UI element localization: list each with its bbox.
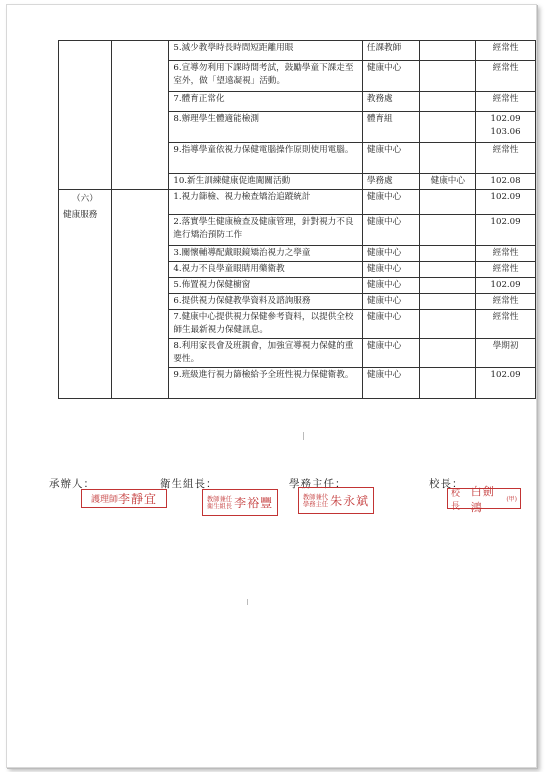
responsible-unit: 健康中心: [362, 278, 420, 294]
cooperating-unit: [420, 278, 476, 294]
responsible-unit: 健康中心: [362, 368, 420, 399]
responsible-unit: 健康中心: [362, 215, 420, 246]
cooperating-unit: [420, 61, 476, 92]
schedule-time-value: 經常性: [492, 43, 519, 53]
strategy-item: 7.健康中心提供視力保健參考資料，以提供全校師生最新視力保健訊息。: [169, 310, 362, 339]
cooperating-unit: [420, 368, 476, 399]
strategy-item: 5.減少教學時長時間短距離用眼: [169, 41, 362, 61]
strategy-item: 6.提供視力保健教學資料及諮詢服務: [169, 294, 362, 310]
responsible-unit: 學務處: [362, 174, 420, 190]
schedule-time-value: 102.09: [490, 114, 521, 124]
schedule-time: 經常性: [476, 310, 536, 339]
strategy-item: 4.視力不良學童眼睛用藥衛教: [169, 262, 362, 278]
cooperating-unit: [420, 262, 476, 278]
handler-label: 承辦人：: [49, 478, 95, 490]
strategy-item: 1.視力篩檢、視力檢查矯治追蹤統計: [169, 190, 362, 215]
cooperating-unit: 健康中心: [420, 174, 476, 190]
schedule-time: 經常性: [476, 294, 536, 310]
strategy-item: 9.指導學童依視力保健電腦操作原則使用電腦。: [169, 143, 362, 174]
strategy-item: 10.新生訓練健康促進闖關活動: [169, 174, 362, 190]
cooperating-unit: [420, 310, 476, 339]
responsible-unit: 健康中心: [362, 61, 420, 92]
schedule-time-value: 102.08: [490, 176, 521, 186]
cooperating-unit: [420, 339, 476, 368]
strategy-item: 6.宣導勿利用下課時間考試，鼓勵學童下課走至室外，做「望遠凝視」活動。: [169, 61, 362, 92]
category-cell: [59, 190, 112, 399]
responsible-unit: 健康中心: [362, 262, 420, 278]
subcategory-cell-empty: [111, 41, 169, 190]
responsible-unit: 健康中心: [362, 294, 420, 310]
schedule-time: 經常性: [476, 262, 536, 278]
schedule-time: [476, 143, 536, 174]
strategy-item: 8.利用家長會及班親會，加強宣導視力保健的重要性。: [169, 339, 362, 368]
category-title: 健康服務: [63, 210, 98, 220]
principal-seal: 校長 白劍鴻 (甲): [447, 488, 521, 509]
schedule-time: 102.09: [476, 190, 536, 215]
schedule-time-value: 經常性: [492, 145, 519, 155]
schedule-time-value: 經常性: [492, 63, 519, 73]
cooperating-unit: [420, 41, 476, 61]
schedule-time: [476, 112, 536, 143]
health-leader-label: 衛生組長：: [160, 478, 218, 490]
schedule-time: 經常性: [476, 246, 536, 262]
responsible-unit: 教務處: [362, 92, 420, 112]
student-affairs-label: 學務主任：: [289, 478, 347, 490]
schedule-time: 102.09: [476, 368, 536, 399]
cooperating-unit: [420, 190, 476, 215]
table-row: [59, 190, 536, 215]
schedule-time: [476, 174, 536, 190]
responsible-unit: 體育組: [362, 112, 420, 143]
cooperating-unit: [420, 112, 476, 143]
schedule-time: [476, 92, 536, 112]
category-number: （六）: [72, 194, 98, 204]
schedule-time-value: 經常性: [492, 94, 519, 104]
strategy-item: 9.班級進行視力篩檢給予全班性視力保健衛教。: [169, 368, 362, 399]
scan-mark: [247, 599, 248, 605]
handler-seal: 護理師 李靜宜: [81, 489, 167, 508]
responsible-unit: 任課教師: [362, 41, 420, 61]
strategy-item: 7.體育正常化: [169, 92, 362, 112]
table-row: [59, 41, 536, 61]
cooperating-unit: [420, 246, 476, 262]
schedule-time-value: 103.06: [490, 127, 521, 137]
strategy-item: 3.關懷輔導配戴眼鏡矯治視力之學童: [169, 246, 362, 262]
responsible-unit: 健康中心: [362, 246, 420, 262]
schedule-time: [476, 41, 536, 61]
health-plan-table: [58, 40, 536, 399]
responsible-unit: 健康中心: [362, 143, 420, 174]
schedule-time: 102.09: [476, 215, 536, 246]
schedule-time: [476, 61, 536, 92]
schedule-time: 學期初: [476, 339, 536, 368]
cooperating-unit: [420, 294, 476, 310]
principal-label: 校長：: [429, 478, 464, 490]
strategy-item: 8.辦理學生體適能檢測: [169, 112, 362, 143]
responsible-unit: 健康中心: [362, 339, 420, 368]
student-affairs-seal: 教師兼代 學務主任 朱永斌: [298, 487, 374, 514]
schedule-time: 102.09: [476, 278, 536, 294]
strategy-item: 2.落實學生健康檢查及健康管理，針對視力不良進行矯治預防工作: [169, 215, 362, 246]
scan-mark: [303, 432, 304, 440]
subcategory-cell-empty: [111, 190, 169, 399]
health-leader-seal: 教師兼任 衛生組長 李裕豐: [202, 489, 278, 516]
strategy-item: 5.佈置視力保健櫥窗: [169, 278, 362, 294]
cooperating-unit: [420, 215, 476, 246]
category-cell-empty: [59, 41, 112, 190]
document-page: [6, 4, 537, 768]
responsible-unit: 健康中心: [362, 310, 420, 339]
responsible-unit: 健康中心: [362, 190, 420, 215]
cooperating-unit: [420, 92, 476, 112]
cooperating-unit: [420, 143, 476, 174]
